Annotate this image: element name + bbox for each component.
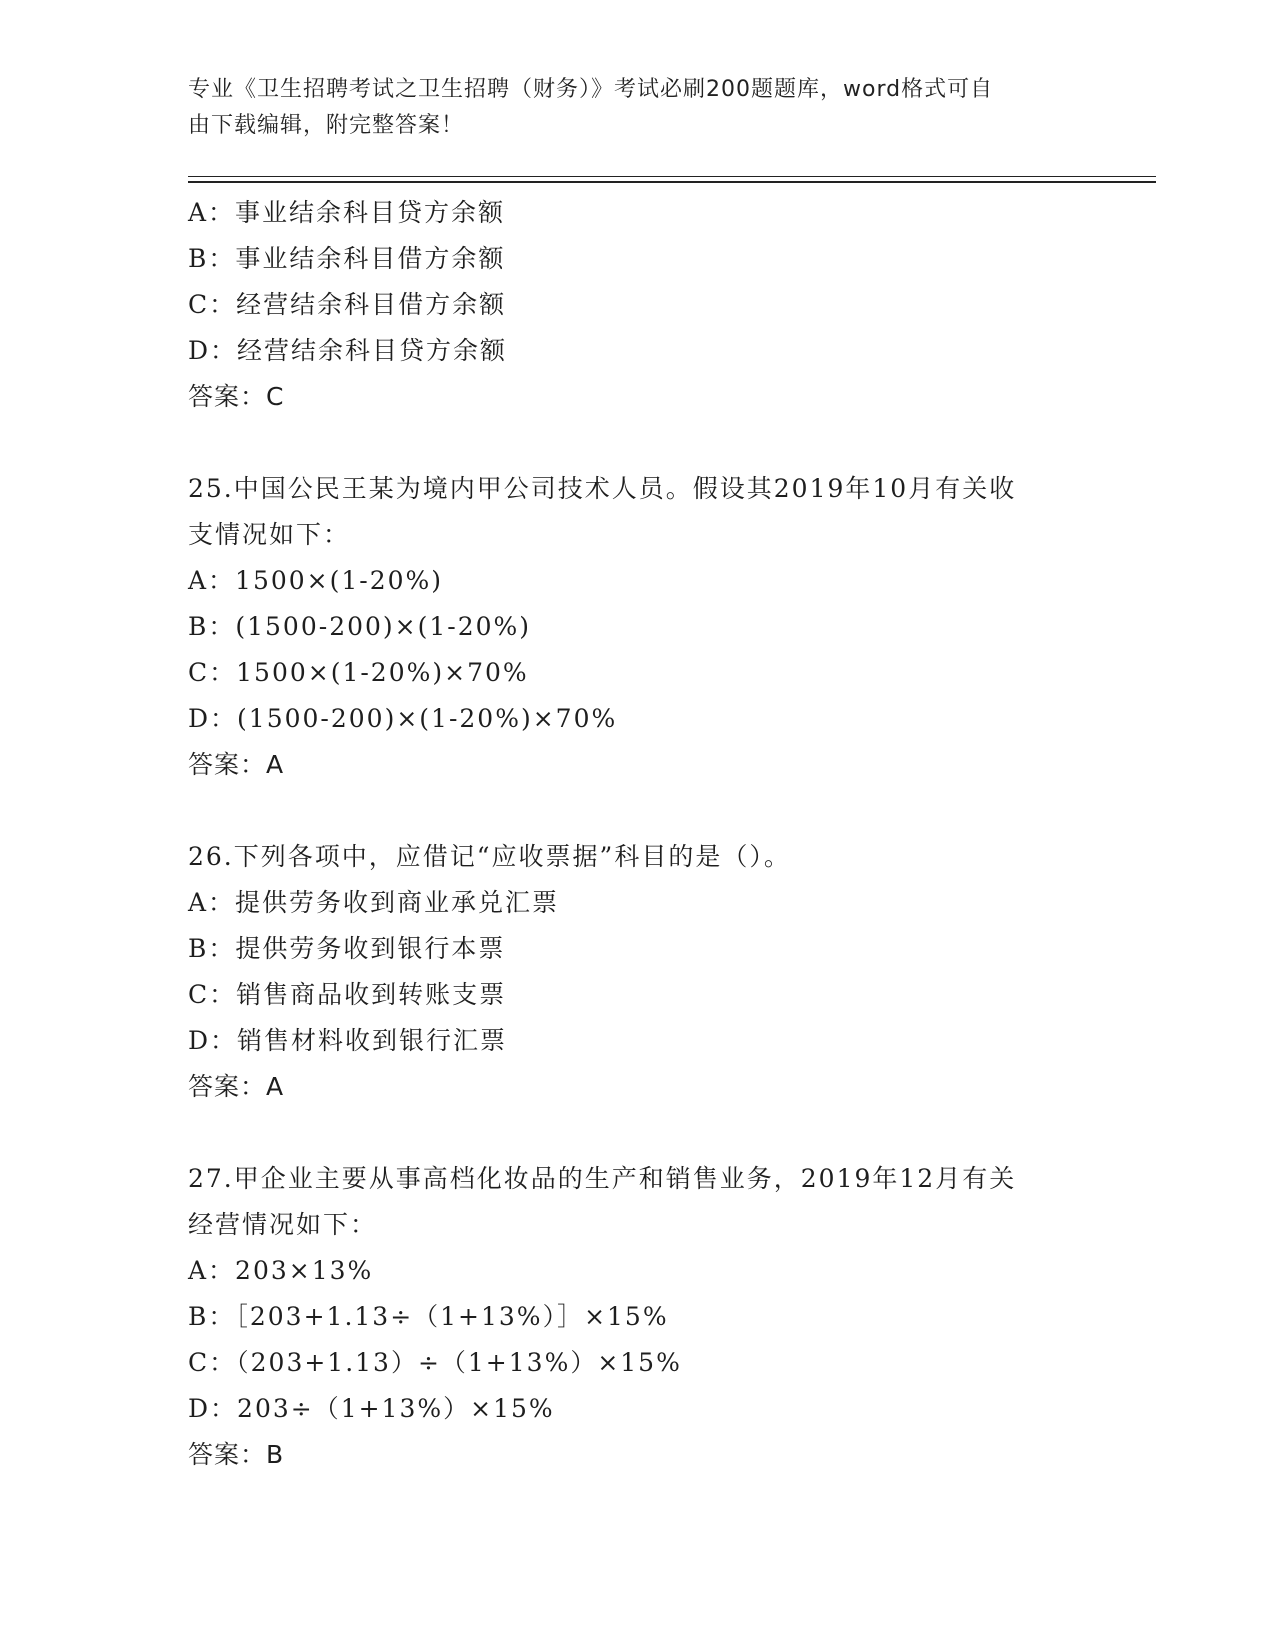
answer: 答案：C <box>188 382 285 411</box>
option-b: B：(1500-200)×(1-20%) <box>188 612 532 641</box>
question-26 <box>188 834 1088 1110</box>
option-a: A：203×13% <box>188 1256 374 1285</box>
option-d: D：销售材料收到银行汇票 <box>188 1026 508 1055</box>
spacer <box>188 788 1088 834</box>
header-divider-thin <box>188 176 1156 177</box>
document-header <box>188 72 1088 144</box>
option-b: B：提供劳务收到银行本票 <box>188 934 506 963</box>
header-divider-thick <box>188 181 1156 183</box>
spacer <box>188 420 1088 466</box>
option-d: D：经营结余科目贷方余额 <box>188 336 508 365</box>
question-stem-cont: 经营情况如下： <box>188 1210 378 1239</box>
question-24 <box>188 190 1088 420</box>
answer: 答案：A <box>188 1072 285 1101</box>
question-25 <box>188 466 1088 788</box>
question-27 <box>188 1156 1088 1478</box>
question-stem: 26.下列各项中，应借记“应收票据”科目的是（）。 <box>188 842 791 871</box>
option-d: D：203÷（1+13%）×15% <box>188 1394 555 1423</box>
question-list <box>188 190 1088 1478</box>
option-a: A：1500×(1-20%) <box>188 566 444 595</box>
option-b: B：［203+1.13÷（1+13%）］×15% <box>188 1302 669 1331</box>
question-stem-cont: 支情况如下： <box>188 520 351 549</box>
question-stem: 25.中国公民王某为境内甲公司技术人员。假设其2019年10月有关收 <box>188 474 1017 503</box>
answer: 答案：A <box>188 750 285 779</box>
option-a: A：事业结余科目贷方余额 <box>188 198 506 227</box>
option-a: A：提供劳务收到商业承兑汇票 <box>188 888 560 917</box>
option-d: D：(1500-200)×(1-20%)×70% <box>188 704 618 733</box>
option-b: B：事业结余科目借方余额 <box>188 244 506 273</box>
option-c: C：销售商品收到转账支票 <box>188 980 507 1009</box>
option-c: C：经营结余科目借方余额 <box>188 290 507 319</box>
option-c: C：（203+1.13）÷（1+13%）×15% <box>188 1348 682 1377</box>
question-stem: 27.甲企业主要从事高档化妆品的生产和销售业务，2019年12月有关 <box>188 1164 1017 1193</box>
header-line-2: 由下载编辑，附完整答案！ <box>188 113 465 138</box>
option-c: C：1500×(1-20%)×70% <box>188 658 529 687</box>
header-line-1: 专业《卫生招聘考试之卫生招聘（财务）》考试必刷200题题库，word格式可自 <box>188 77 994 102</box>
spacer <box>188 1110 1088 1156</box>
answer: 答案：B <box>188 1440 285 1469</box>
